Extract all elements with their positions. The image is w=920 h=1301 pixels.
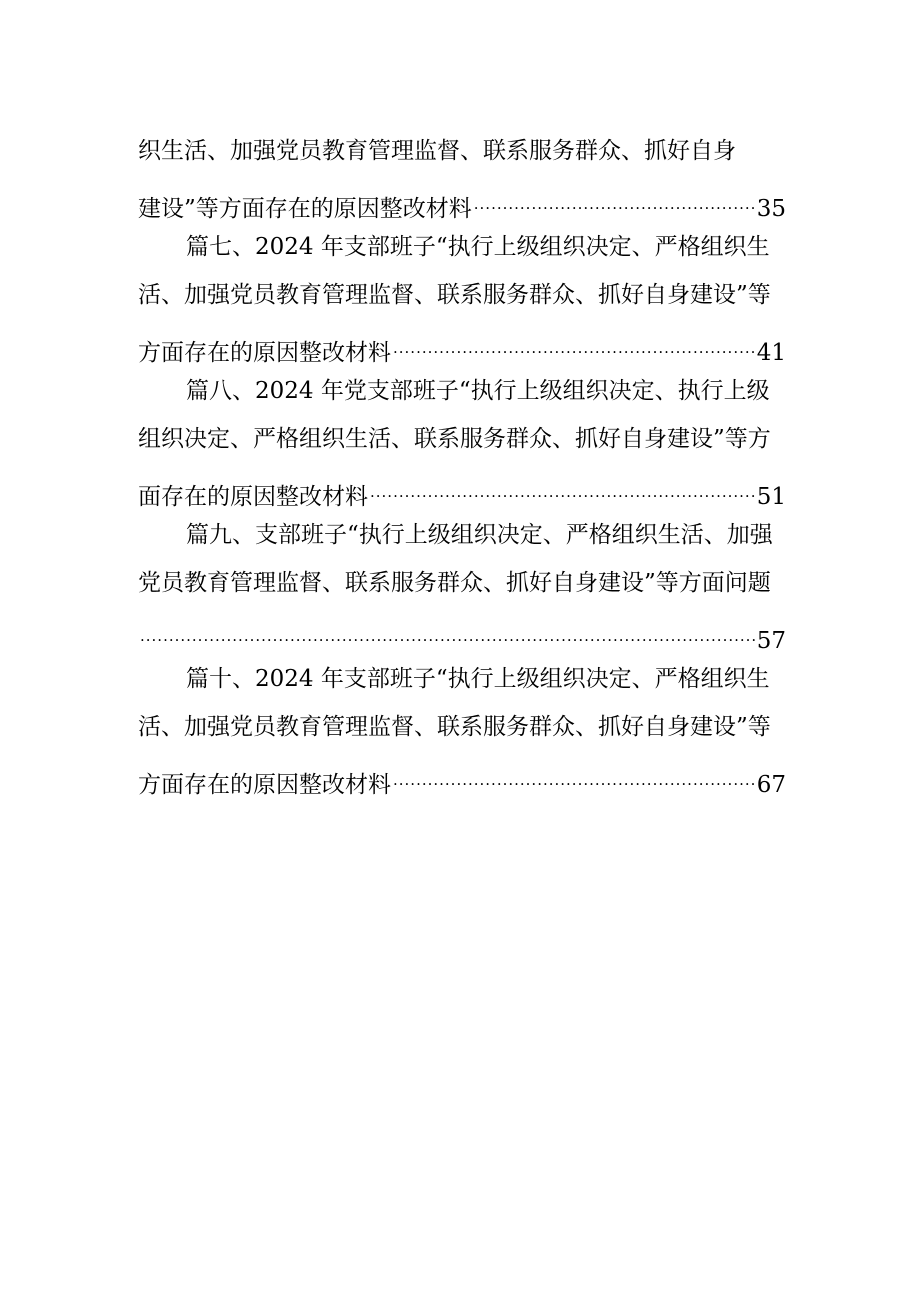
toc-text: 篇八、2024 年党支部班子“执行上级组织决定、执行上级 [186,378,770,404]
toc-text: 篇九、支部班子“执行上级组织决定、严格组织生活、加强 [186,522,773,548]
toc-entry-last-line[interactable] [138,758,786,798]
toc-entry-last-line[interactable] [138,326,786,366]
toc-text: 活、加强党员教育管理监督、联系服务群众、抓好自身建设”等 [138,714,771,740]
toc-line [186,230,786,264]
dot-leader [393,326,755,360]
toc-line [138,566,786,600]
toc-text: 活、加强党员教育管理监督、联系服务群众、抓好自身建设”等 [138,282,771,308]
toc-text: 方面存在的原因整改材料 [138,772,391,798]
dot-leader [393,758,755,792]
dot-leader [370,470,755,504]
toc-text: 组织决定、严格组织生活、联系服务群众、抓好自身建设”等方 [138,426,771,452]
dot-leader [474,182,755,216]
toc-text: 篇七、2024 年支部班子“执行上级组织决定、严格组织生 [186,234,770,260]
toc-text: 篇十、2024 年支部班子“执行上级组织决定、严格组织生 [186,666,770,692]
toc-entry-last-line[interactable] [138,470,786,510]
toc-line [138,134,786,168]
toc-text: 党员教育管理监督、联系服务群众、抓好自身建设”等方面问题 [138,570,771,596]
toc-line [186,374,786,408]
toc-line [186,518,786,552]
toc-line [186,662,786,696]
toc-line [138,278,786,312]
toc-line [138,710,786,744]
dot-leader [140,614,755,648]
toc-entry-last-line[interactable] [138,182,786,222]
toc-text: 面存在的原因整改材料 [138,484,368,510]
page-number: 35 [756,196,786,222]
toc-entry-last-line[interactable] [138,614,786,654]
page-number: 57 [756,628,786,654]
page-number: 41 [756,340,786,366]
page-number: 67 [756,772,786,798]
toc-text: 织生活、加强党员教育管理监督、联系服务群众、抓好自身 [138,138,736,164]
page-number: 51 [756,484,786,510]
toc-line [138,422,786,456]
toc-text: 建设”等方面存在的原因整改材料 [138,196,472,222]
toc-text: 方面存在的原因整改材料 [138,340,391,366]
